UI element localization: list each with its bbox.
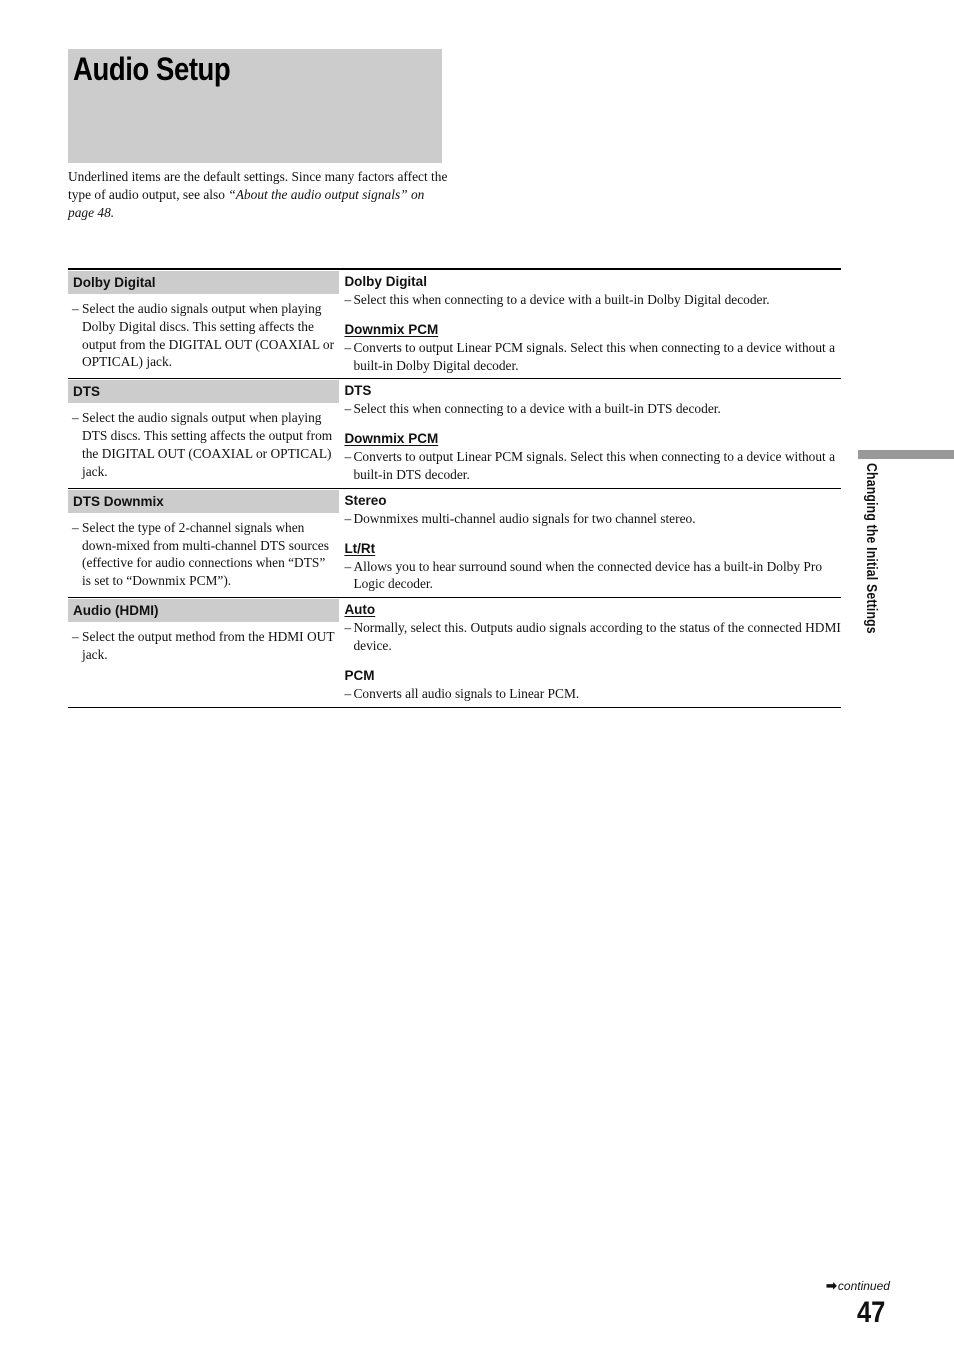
- option-name-default: Downmix PCM: [344, 431, 439, 447]
- arrow-right-icon: ➡: [826, 1278, 837, 1293]
- setting-row-audio-hdmi: [68, 598, 841, 707]
- continued-indicator: [826, 1278, 890, 1294]
- continued-label: continued: [837, 1279, 890, 1293]
- option-name-default: Lt/Rt: [344, 540, 376, 556]
- option-description: – Converts all audio signals to Linear PCM.: [344, 685, 841, 703]
- options-cell: [339, 379, 841, 488]
- setting-cell: [68, 269, 339, 379]
- setting-description: – Select the audio signals output when playing Dolby Digital discs. This setting affects the output from the DIGITAL OUT (COAXIAL or OPTICAL) jack.: [68, 300, 339, 371]
- side-tab-bar: [858, 450, 954, 459]
- option-description: – Converts to output Linear PCM signals. Select this when connecting to a device without a built-in DTS decoder.: [344, 448, 841, 484]
- setting-description: – Select the type of 2-channel signals when down-mixed from multi-channel DTS sources (effective for audio connections when “DTS” is set to “Downmix PCM”).: [68, 519, 339, 590]
- setting-row-dolby-digital: [68, 269, 841, 379]
- option-description: – Normally, select this. Outputs audio signals according to the status of the connected HDMI device.: [344, 619, 841, 655]
- setting-cell: [68, 379, 339, 488]
- option-name: Dolby Digital: [344, 274, 427, 289]
- options-cell: [339, 598, 841, 707]
- option-description: – Converts to output Linear PCM signals. Select this when connecting to a device without a built-in Dolby Digital decoder.: [344, 339, 841, 375]
- setting-name: Audio (HDMI): [68, 599, 339, 622]
- side-tab: [858, 463, 888, 685]
- option-name: PCM: [344, 667, 375, 683]
- intro-reference: “About the audio output signals” on page 48.: [68, 187, 425, 220]
- side-tab-label: Changing the Initial Settings: [863, 463, 880, 634]
- option-name: Stereo: [344, 492, 387, 508]
- settings-table: [68, 268, 841, 708]
- option-name-default: Auto: [344, 602, 376, 618]
- page-title: Audio Setup: [73, 51, 231, 87]
- setting-name: DTS: [68, 380, 339, 403]
- option-name-default: Downmix PCM: [344, 321, 439, 337]
- option-name: DTS: [344, 383, 372, 399]
- option-description: – Allows you to hear surround sound when the connected device has a built-in Dolby Pro Logic decoder.: [344, 558, 841, 594]
- setting-cell: [68, 488, 339, 597]
- option-description: – Select this when connecting to a device with a built-in DTS decoder.: [344, 400, 841, 418]
- setting-name: Dolby Digital: [68, 271, 339, 294]
- setting-name: DTS Downmix: [68, 490, 339, 513]
- options-cell: [339, 269, 841, 379]
- option-description: – Downmixes multi-channel audio signals for two channel stereo.: [344, 510, 841, 528]
- title-box: [68, 49, 442, 163]
- setting-description: – Select the audio signals output when playing DTS discs. This setting affects the output from the DIGITAL OUT (COAXIAL or OPTICAL) jack.: [68, 409, 339, 480]
- setting-row-dts: [68, 379, 841, 488]
- page-number: 47: [857, 1296, 886, 1329]
- intro-paragraph: [68, 168, 448, 222]
- options-cell: [339, 488, 841, 597]
- setting-cell: [68, 598, 339, 707]
- intro-text: Underlined items are the default settings. Since many factors affect the type of audio output, see also: [68, 169, 448, 202]
- setting-row-dts-downmix: [68, 488, 841, 597]
- setting-description: – Select the output method from the HDMI OUT jack.: [68, 628, 339, 664]
- option-description: – Select this when connecting to a device with a built-in Dolby Digital decoder.: [344, 291, 841, 309]
